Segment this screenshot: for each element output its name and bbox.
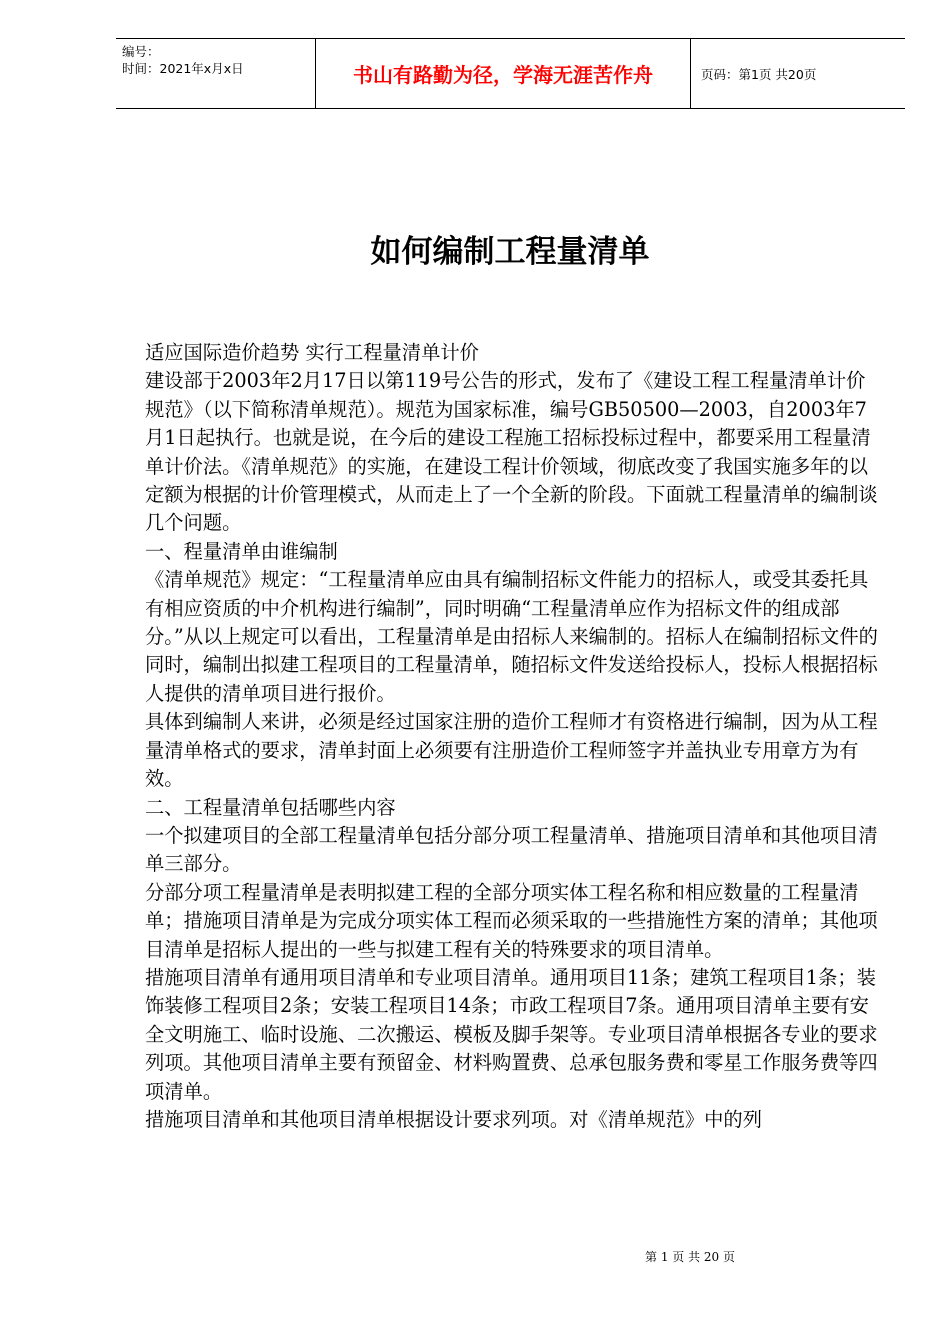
time-label: 时间：2021年x月x日 (122, 61, 244, 76)
paragraph: 措施项目清单有通用项目清单和专业项目清单。通用项目11条；建筑工程项目1条；装饰装修工程项目2条；安装工程项目14条；市政工程项目7条。通用项目清单主要有安全文明施工、临时设施、二次搬运、模板及脚手架等。专业项目清单根据各专业的要求列项。其他项目清单主要有预留金、材料购置费、总承包服务费和零星工作服务费等四项清单。 (145, 965, 878, 1103)
header-page-info: 页码：第1页 共20页 (701, 66, 817, 82)
paragraph: 一个拟建项目的全部工程量清单包括分部分项工程量清单、措施项目清单和其他项目清单三部分。 (145, 823, 878, 876)
page-footer: 第 1 页 共 20 页 (645, 1250, 735, 1264)
paragraph: 分部分项工程量清单是表明拟建工程的全部分项实体工程名称和相应数量的工程量清单；措施项目清单是为完成分项实体工程而必须采取的一些措施性方案的清单；其他项目清单是招标人提出的一些与拟建工程有关的特殊要求的项目清单。 (145, 880, 878, 961)
header-meta (116, 39, 315, 108)
paragraph: 适应国际造价趋势 实行工程量清单计价 (145, 341, 479, 364)
paragraph: 建设部于2003年2月17日以第119号公告的形式，发布了《建设工程工程量清单计价规范》（以下简称清单规范）。规范为国家标准，编号GB50500—2003，自2003年7月1日起执行。也就是说，在今后的建设工程施工招标投标过程中，都要采用工程量清单计价法。《清单规范》的实施，在建设工程计价领域，彻底改变了我国实施多年的以定额为根据的计价管理模式，从而走上了一个全新的阶段。下面就工程量清单的编制谈几个问题。 (145, 369, 878, 535)
header-motto: 书山有路勤为径，学海无涯苦作舟 (315, 39, 691, 108)
document-body (145, 339, 880, 1134)
document-title: 如何编制工程量清单 (370, 234, 650, 270)
paragraph: 措施项目清单和其他项目清单根据设计要求列项。对《清单规范》中的列 (145, 1107, 762, 1131)
section-heading: 一、程量清单由谁编制 (145, 539, 338, 563)
section-heading: 二、工程量清单包括哪些内容 (145, 795, 396, 819)
code-label: 编号： (122, 44, 160, 59)
page-header (116, 38, 905, 109)
paragraph: 《清单规范》规定：“工程量清单应由具有编制招标文件能力的招标人，或受其委托具有相应资质的中介机构进行编制”，同时明确“工程量清单应作为招标文件的组成部分。”从以上规定可以看出，工程量清单是由招标人来编制的。招标人在编制招标文件的同时，编制出拟建工程项目的工程量清单，随招标文件发送给投标人，投标人根据招标人提供的清单项目进行报价。 (145, 568, 878, 705)
paragraph: 具体到编制人来讲，必须是经过国家注册的造价工程师才有资格进行编制，因为从工程量清单格式的要求，清单封面上必须要有注册造价工程师签字并盖执业专用章方为有效。 (145, 710, 878, 791)
